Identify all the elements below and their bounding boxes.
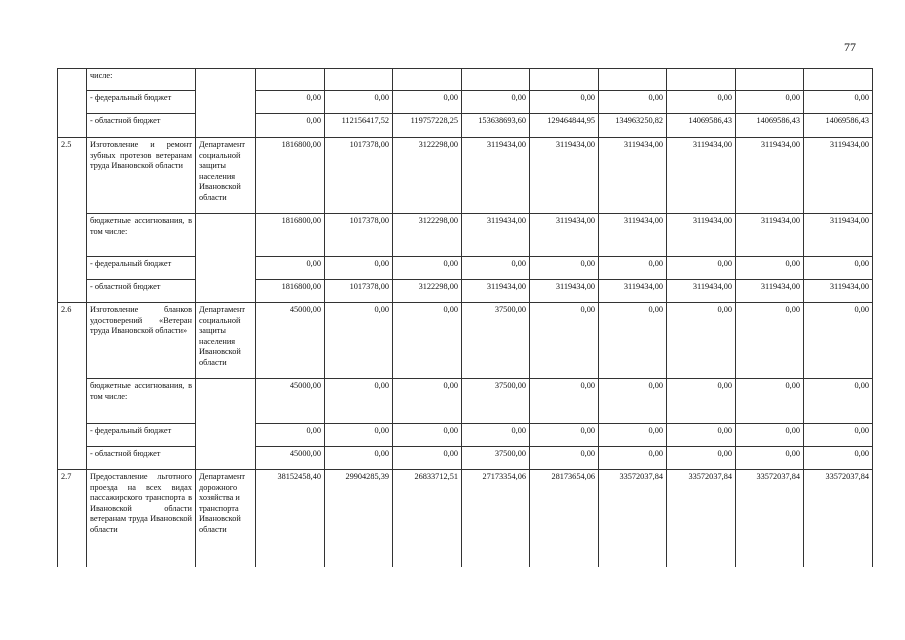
value-cell: 3119434,00: [667, 138, 736, 214]
value-cell: 29904285,39: [325, 470, 393, 567]
value-cell: 0,00: [393, 303, 462, 379]
row-name: - федеральный бюджет: [87, 91, 196, 114]
row-name: числе:: [87, 69, 196, 91]
value-cell: 1816800,00: [256, 138, 325, 214]
value-cell: 3119434,00: [804, 214, 873, 257]
value-cell: 1017378,00: [325, 138, 393, 214]
table-row: [58, 303, 873, 379]
value-cell: 1017378,00: [325, 280, 393, 303]
value-cell: [667, 69, 736, 91]
value-cell: 3119434,00: [530, 280, 599, 303]
value-cell: 0,00: [599, 379, 667, 424]
value-cell: 33572037,84: [804, 470, 873, 567]
table-row: [58, 379, 873, 424]
value-cell: 0,00: [462, 91, 530, 114]
value-cell: 3119434,00: [462, 138, 530, 214]
value-cell: 14069586,43: [736, 114, 804, 138]
value-cell: [256, 69, 325, 91]
value-cell: 0,00: [325, 379, 393, 424]
value-cell: 0,00: [325, 303, 393, 379]
value-cell: 0,00: [599, 257, 667, 280]
value-cell: 3119434,00: [599, 214, 667, 257]
table-row: [58, 280, 873, 303]
value-cell: 0,00: [325, 447, 393, 470]
value-cell: 27173354,06: [462, 470, 530, 567]
row-index: [58, 69, 87, 138]
value-cell: 3119434,00: [736, 214, 804, 257]
value-cell: 0,00: [667, 447, 736, 470]
row-name: - федеральный бюджет: [87, 424, 196, 447]
value-cell: 28173654,06: [530, 470, 599, 567]
value-cell: 33572037,84: [736, 470, 804, 567]
value-cell: 0,00: [530, 424, 599, 447]
table-row: [58, 257, 873, 280]
value-cell: 0,00: [256, 114, 325, 138]
value-cell: 0,00: [599, 447, 667, 470]
value-cell: 26833712,51: [393, 470, 462, 567]
value-cell: 3122298,00: [393, 280, 462, 303]
value-cell: 0,00: [393, 447, 462, 470]
value-cell: 14069586,43: [804, 114, 873, 138]
value-cell: 0,00: [256, 91, 325, 114]
row-name: - областной бюджет: [87, 447, 196, 470]
value-cell: 37500,00: [462, 447, 530, 470]
value-cell: 0,00: [667, 379, 736, 424]
value-cell: 129464844,95: [530, 114, 599, 138]
value-cell: 45000,00: [256, 379, 325, 424]
value-cell: 0,00: [530, 91, 599, 114]
value-cell: 45000,00: [256, 447, 325, 470]
value-cell: 0,00: [393, 91, 462, 114]
value-cell: 3119434,00: [462, 214, 530, 257]
value-cell: 0,00: [804, 91, 873, 114]
budget-table: [57, 68, 873, 567]
table-row: [58, 447, 873, 470]
value-cell: [599, 69, 667, 91]
value-cell: 0,00: [325, 91, 393, 114]
value-cell: 134963250,82: [599, 114, 667, 138]
value-cell: 38152458,40: [256, 470, 325, 567]
row-executor: [196, 214, 256, 303]
value-cell: 0,00: [804, 447, 873, 470]
value-cell: 0,00: [325, 424, 393, 447]
value-cell: 0,00: [804, 257, 873, 280]
table-row: [58, 214, 873, 257]
value-cell: 0,00: [462, 424, 530, 447]
value-cell: 0,00: [256, 257, 325, 280]
value-cell: 3119434,00: [804, 280, 873, 303]
value-cell: 0,00: [599, 424, 667, 447]
value-cell: 0,00: [736, 257, 804, 280]
table-row: [58, 424, 873, 447]
table-row: [58, 69, 873, 91]
value-cell: 119757228,25: [393, 114, 462, 138]
value-cell: 14069586,43: [667, 114, 736, 138]
table-row: [58, 91, 873, 114]
value-cell: 0,00: [530, 379, 599, 424]
value-cell: 3122298,00: [393, 138, 462, 214]
value-cell: 1017378,00: [325, 214, 393, 257]
row-name: - областной бюджет: [87, 280, 196, 303]
value-cell: 3119434,00: [736, 280, 804, 303]
value-cell: 0,00: [462, 257, 530, 280]
row-executor: Департамент социальной защиты населения Ивановской области: [196, 138, 256, 214]
row-name: Изготовление и ремонт зубных протезов ветеранам труда Ивановской области: [87, 138, 196, 214]
value-cell: 0,00: [530, 257, 599, 280]
value-cell: 3119434,00: [736, 138, 804, 214]
value-cell: 1816800,00: [256, 280, 325, 303]
value-cell: [736, 69, 804, 91]
value-cell: [462, 69, 530, 91]
value-cell: 0,00: [667, 91, 736, 114]
value-cell: 1816800,00: [256, 214, 325, 257]
value-cell: 3122298,00: [393, 214, 462, 257]
row-name: Изготовление бланков удостоверений «Ветеран труда Ивановской области»: [87, 303, 196, 379]
value-cell: 0,00: [736, 447, 804, 470]
row-index: 2.5: [58, 138, 87, 303]
value-cell: 0,00: [736, 424, 804, 447]
value-cell: 33572037,84: [667, 470, 736, 567]
value-cell: 3119434,00: [804, 138, 873, 214]
page-number: 77: [844, 40, 856, 54]
value-cell: 37500,00: [462, 303, 530, 379]
row-executor: [196, 379, 256, 470]
row-executor: Департамент дорожного хозяйства и транспорта Ивановской области: [196, 470, 256, 567]
value-cell: 0,00: [530, 447, 599, 470]
value-cell: [325, 69, 393, 91]
table-row: [58, 470, 873, 567]
value-cell: [804, 69, 873, 91]
value-cell: 0,00: [599, 303, 667, 379]
value-cell: 0,00: [736, 379, 804, 424]
value-cell: 0,00: [667, 424, 736, 447]
value-cell: 0,00: [393, 424, 462, 447]
value-cell: 0,00: [804, 424, 873, 447]
value-cell: 0,00: [667, 257, 736, 280]
row-name: Предоставление льготного проезда на всех видах пассажирского транспорта в Ивановской области ветеранам труда Ивановской области: [87, 470, 196, 567]
value-cell: 0,00: [256, 424, 325, 447]
value-cell: 0,00: [736, 303, 804, 379]
value-cell: 0,00: [530, 303, 599, 379]
value-cell: 3119434,00: [667, 214, 736, 257]
value-cell: 3119434,00: [667, 280, 736, 303]
value-cell: 0,00: [599, 91, 667, 114]
value-cell: 45000,00: [256, 303, 325, 379]
value-cell: 0,00: [325, 257, 393, 280]
value-cell: 112156417,52: [325, 114, 393, 138]
value-cell: 3119434,00: [530, 214, 599, 257]
row-name: бюджетные ассигнования, в том числе:: [87, 214, 196, 257]
value-cell: 0,00: [804, 303, 873, 379]
value-cell: 3119434,00: [599, 138, 667, 214]
value-cell: [530, 69, 599, 91]
value-cell: 0,00: [804, 379, 873, 424]
value-cell: 3119434,00: [530, 138, 599, 214]
row-executor: [196, 69, 256, 138]
row-executor: Департамент социальной защиты населения Ивановской области: [196, 303, 256, 379]
table-row: [58, 114, 873, 138]
value-cell: 37500,00: [462, 379, 530, 424]
table-row: [58, 138, 873, 214]
value-cell: 153638693,60: [462, 114, 530, 138]
value-cell: 3119434,00: [599, 280, 667, 303]
value-cell: 0,00: [393, 379, 462, 424]
row-name: - областной бюджет: [87, 114, 196, 138]
value-cell: 0,00: [393, 257, 462, 280]
row-name: - федеральный бюджет: [87, 257, 196, 280]
value-cell: [393, 69, 462, 91]
row-name: бюджетные ассигнования, в том числе:: [87, 379, 196, 424]
value-cell: 0,00: [736, 91, 804, 114]
value-cell: 33572037,84: [599, 470, 667, 567]
value-cell: 0,00: [667, 303, 736, 379]
value-cell: 3119434,00: [462, 280, 530, 303]
row-index: 2.6: [58, 303, 87, 470]
row-index: 2.7: [58, 470, 87, 567]
